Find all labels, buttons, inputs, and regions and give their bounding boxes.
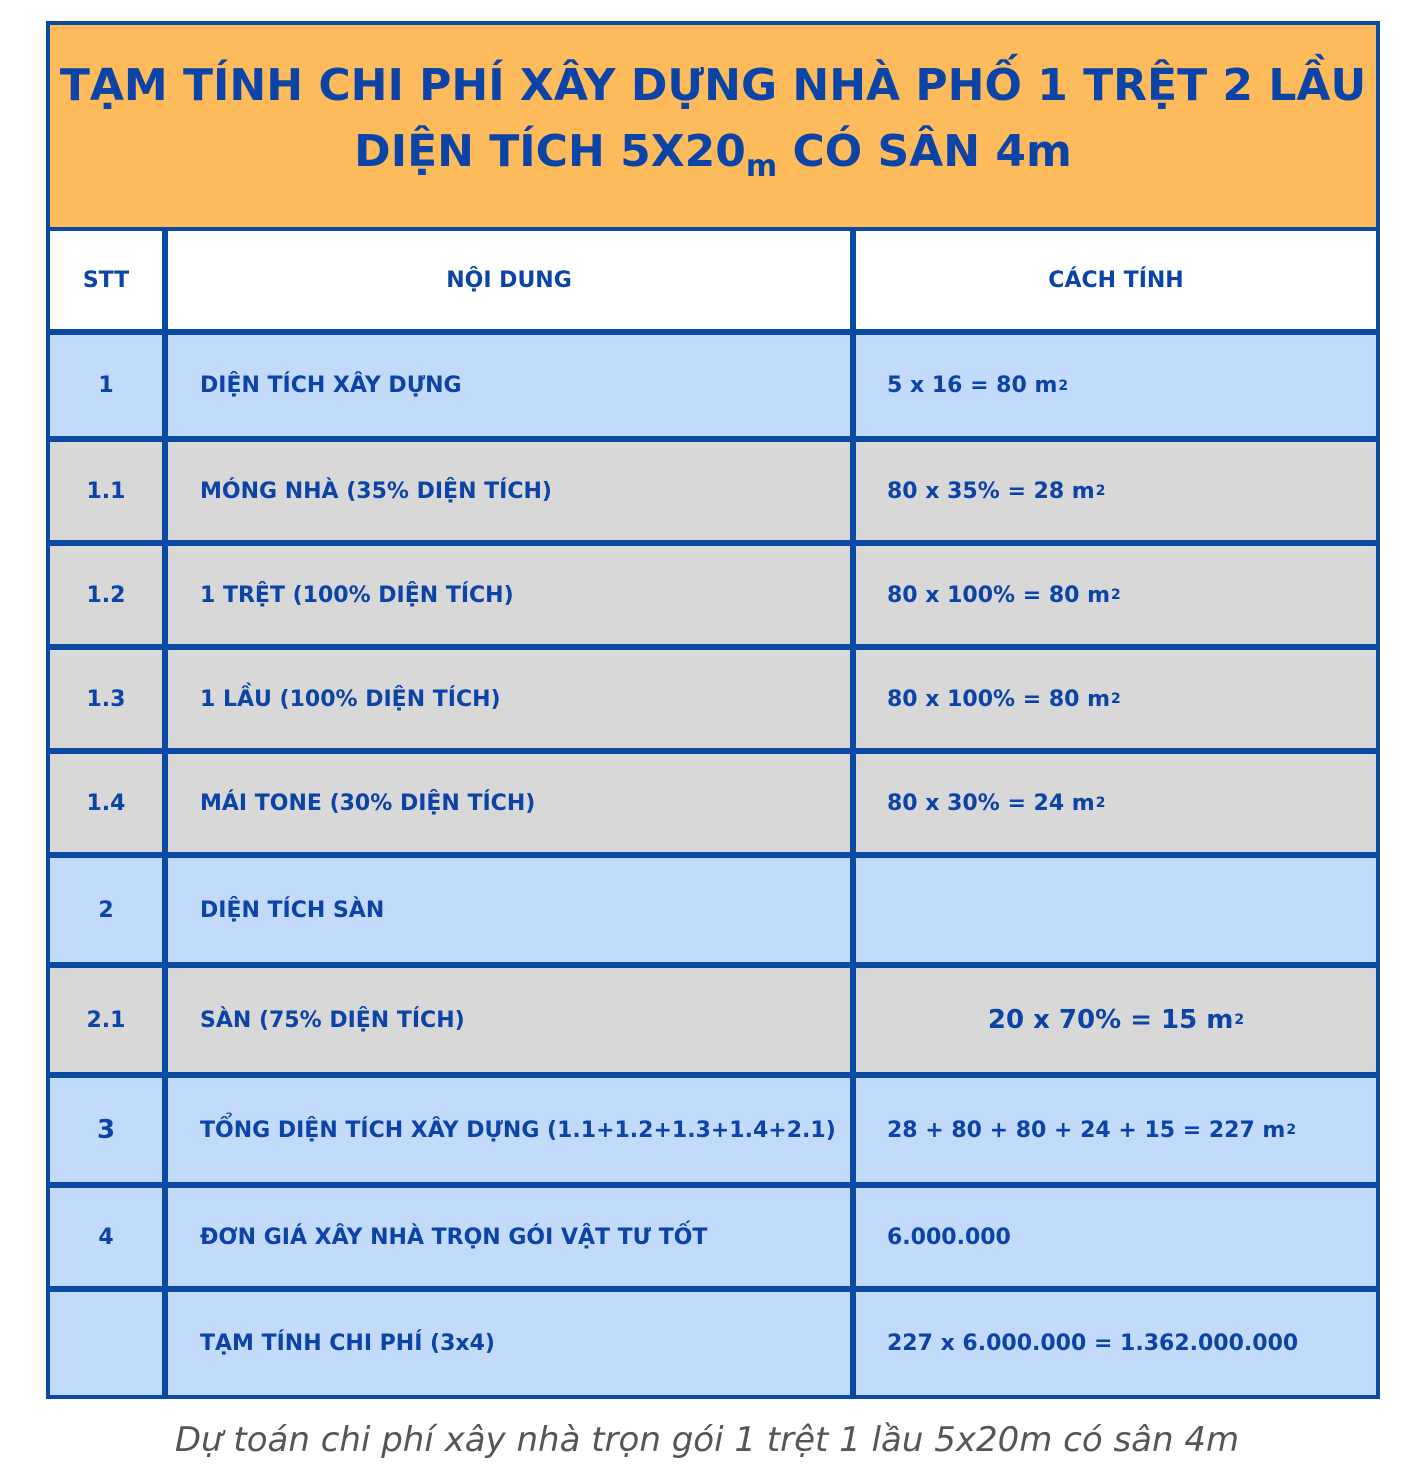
row-stt: 1.2 [50, 546, 162, 644]
header-noi-dung: NỘI DUNG [168, 231, 850, 329]
row-stt: 3 [50, 1078, 162, 1182]
table-row [50, 858, 1376, 962]
table-row [50, 968, 1376, 1072]
table-title [50, 25, 1376, 227]
row-stt: 1 [50, 335, 162, 436]
row-content: SÀN (75% DIỆN TÍCH) [168, 968, 850, 1072]
row-calc: 80 x 100% = 80 m 2 [856, 546, 1376, 644]
header-stt: STT [50, 231, 162, 329]
table-header-row [50, 231, 1376, 329]
row-stt: 2 [50, 858, 162, 962]
row-content: 1 LẦU (100% DIỆN TÍCH) [168, 650, 850, 748]
header-cach-tinh: CÁCH TÍNH [856, 231, 1376, 329]
row-stt: 2.1 [50, 968, 162, 1072]
row-calc: 28 + 80 + 80 + 24 + 15 = 227 m 2 [856, 1078, 1376, 1182]
row-stt: 4 [50, 1188, 162, 1286]
title-line-2-subscript: m [745, 148, 778, 184]
row-content: ĐƠN GIÁ XÂY NHÀ TRỌN GÓI VẬT TƯ TỐT [168, 1188, 850, 1286]
row-content: TỔNG DIỆN TÍCH XÂY DỰNG (1.1+1.2+1.3+1.4+2.1) [168, 1078, 850, 1182]
row-calc: 80 x 30% = 24 m 2 [856, 754, 1376, 852]
table-row [50, 1292, 1376, 1395]
row-calc: 80 x 35% = 28 m 2 [856, 442, 1376, 540]
row-calc [856, 858, 1376, 962]
row-stt [50, 1292, 162, 1395]
row-calc: 6.000.000 [856, 1188, 1376, 1286]
table-row [50, 754, 1376, 852]
row-content: DIỆN TÍCH XÂY DỰNG [168, 335, 850, 436]
row-content: MÓNG NHÀ (35% DIỆN TÍCH) [168, 442, 850, 540]
title-line-1: TẠM TÍNH CHI PHÍ XÂY DỰNG NHÀ PHỐ 1 TRỆT 2 LẦU [59, 59, 1367, 111]
row-content: TẠM TÍNH CHI PHÍ (3x4) [168, 1292, 850, 1395]
cost-estimate-table [46, 21, 1380, 1399]
table-row [50, 335, 1376, 436]
table-row [50, 650, 1376, 748]
row-stt: 1.3 [50, 650, 162, 748]
row-calc: 227 x 6.000.000 = 1.362.000.000 [856, 1292, 1376, 1395]
row-content: 1 TRỆT (100% DIỆN TÍCH) [168, 546, 850, 644]
title-line-2-main: DIỆN TÍCH 5X20 [354, 125, 746, 177]
row-calc: 5 x 16 = 80 m 2 [856, 335, 1376, 436]
row-stt: 1.4 [50, 754, 162, 852]
row-content: DIỆN TÍCH SÀN [168, 858, 850, 962]
row-calc: 80 x 100% = 80 m 2 [856, 650, 1376, 748]
row-content: MÁI TONE (30% DIỆN TÍCH) [168, 754, 850, 852]
table-row [50, 442, 1376, 540]
table-row [50, 1188, 1376, 1286]
table-row [50, 546, 1376, 644]
image-caption: Dự toán chi phí xây nhà trọn gói 1 trệt 1 lầu 5x20m có sân 4m [174, 1420, 1240, 1460]
table-row [50, 1078, 1376, 1182]
row-stt: 1.1 [50, 442, 162, 540]
title-line-2-end: CÓ SÂN 4m [777, 125, 1072, 177]
row-calc: 20 x 70% = 15 m 2 [856, 968, 1376, 1072]
